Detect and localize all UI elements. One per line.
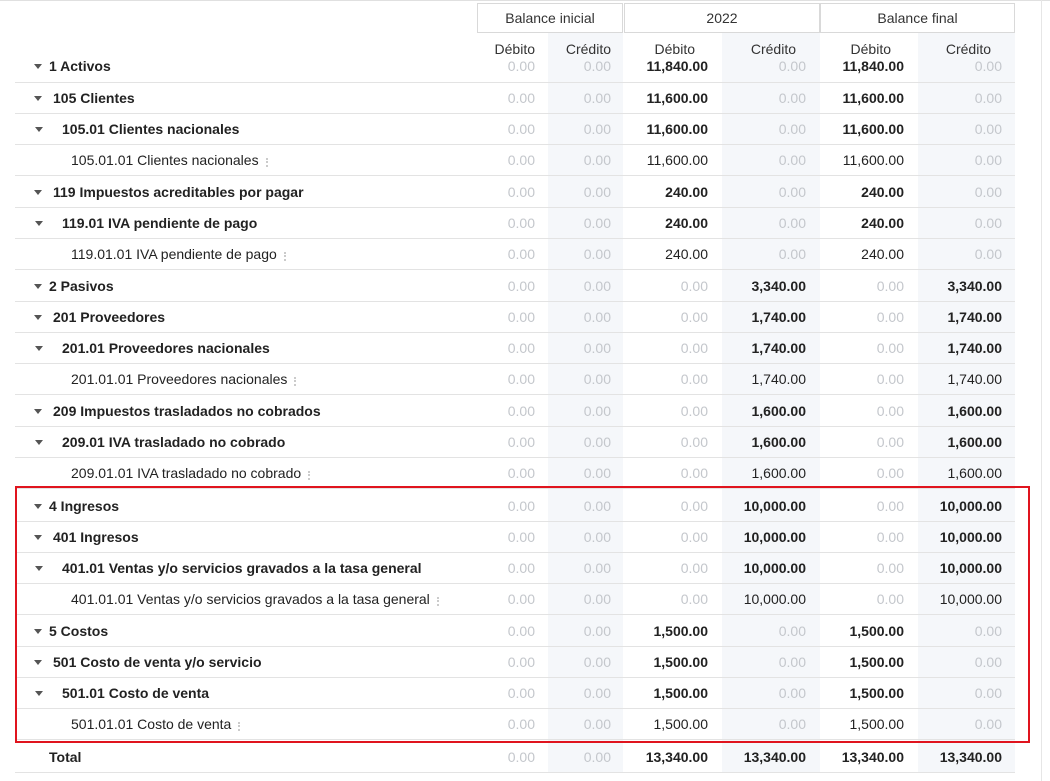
amount-cell: 240.00 xyxy=(861,184,904,200)
amount-cell: 0.00 xyxy=(974,152,1002,168)
caret-down-icon[interactable] xyxy=(35,691,43,696)
amount-cell: 0.00 xyxy=(583,246,611,262)
kebab-menu-icon[interactable] xyxy=(238,720,241,732)
amount-cell: 0.00 xyxy=(507,121,535,137)
total-value: 0.00 xyxy=(507,749,535,765)
amount-cell: 0.00 xyxy=(876,529,904,545)
caret-down-icon[interactable] xyxy=(34,504,42,509)
amount-cell: 0.00 xyxy=(778,58,806,74)
amount-cell: 0.00 xyxy=(583,623,611,639)
amount-cell: 10,000.00 xyxy=(939,498,1002,514)
amount-cell: 1,500.00 xyxy=(653,654,708,670)
amount-cell: 0.00 xyxy=(876,403,904,419)
kebab-menu-icon[interactable] xyxy=(437,595,440,607)
amount-cell: 1,500.00 xyxy=(653,685,708,701)
account-label: 501 Costo de venta y/o servicio xyxy=(53,654,262,670)
amount-cell: 0.00 xyxy=(583,403,611,419)
amount-cell: 11,600.00 xyxy=(842,121,904,137)
amount-cell: 1,500.00 xyxy=(653,716,708,732)
amount-cell: 0.00 xyxy=(583,371,611,387)
amount-cell: 0.00 xyxy=(507,498,535,514)
caret-down-icon[interactable] xyxy=(34,660,42,665)
amount-cell: 0.00 xyxy=(583,716,611,732)
amount-cell: 0.00 xyxy=(583,340,611,356)
account-label: 401.01.01 Ventas y/o servicios gravados a la tasa general xyxy=(71,591,430,607)
amount-cell: 240.00 xyxy=(665,184,708,200)
amount-cell: 0.00 xyxy=(583,278,611,294)
amount-cell: 0.00 xyxy=(778,184,806,200)
amount-cell: 1,600.00 xyxy=(751,403,806,419)
account-group-row[interactable] xyxy=(15,83,1015,114)
amount-cell: 11,600.00 xyxy=(646,90,708,106)
amount-cell: 0.00 xyxy=(507,685,535,701)
amount-cell: 10,000.00 xyxy=(939,591,1002,607)
account-label: 209.01 IVA trasladado no cobrado xyxy=(62,434,286,450)
amount-cell: 0.00 xyxy=(680,529,708,545)
account-row[interactable] xyxy=(15,709,1015,740)
amount-cell: 0.00 xyxy=(974,184,1002,200)
account-group-row[interactable] xyxy=(15,58,1015,83)
amount-cell: 0.00 xyxy=(778,716,806,732)
amount-cell: 11,600.00 xyxy=(646,121,708,137)
amount-cell: 1,740.00 xyxy=(751,309,806,325)
amount-cell: 0.00 xyxy=(583,434,611,450)
amount-cell: 3,340.00 xyxy=(947,278,1002,294)
caret-down-icon[interactable] xyxy=(34,96,42,101)
total-value: 13,340.00 xyxy=(841,749,904,765)
account-label: 105.01 Clientes nacionales xyxy=(62,121,240,137)
amount-cell: 10,000.00 xyxy=(743,560,806,576)
amount-cell: 0.00 xyxy=(507,309,535,325)
amount-cell: 0.00 xyxy=(778,685,806,701)
amount-cell: 0.00 xyxy=(507,529,535,545)
amount-cell: 1,740.00 xyxy=(751,340,806,356)
account-label: 209 Impuestos trasladados no cobrados xyxy=(53,403,321,419)
account-label: 105 Clientes xyxy=(53,90,135,106)
amount-cell: 0.00 xyxy=(974,246,1002,262)
account-label: 501.01 Costo de venta xyxy=(62,685,210,701)
amount-cell: 1,600.00 xyxy=(947,434,1002,450)
amount-cell: 240.00 xyxy=(861,246,904,262)
account-group-row[interactable] xyxy=(15,177,1015,208)
amount-cell: 0.00 xyxy=(778,654,806,670)
amount-cell: 0.00 xyxy=(876,465,904,481)
amount-cell: 0.00 xyxy=(583,58,611,74)
amount-cell: 0.00 xyxy=(680,434,708,450)
amount-cell: 0.00 xyxy=(507,371,535,387)
account-group-row[interactable] xyxy=(15,333,1015,364)
amount-cell: 0.00 xyxy=(680,278,708,294)
account-label: 201 Proveedores xyxy=(53,309,166,325)
amount-cell: 0.00 xyxy=(507,591,535,607)
amount-cell: 0.00 xyxy=(876,560,904,576)
amount-cell: 0.00 xyxy=(876,498,904,514)
amount-cell: 1,500.00 xyxy=(653,623,708,639)
caret-down-icon[interactable] xyxy=(35,566,43,571)
subheader-initial-debit: Débito xyxy=(494,41,535,57)
account-label: 201.01.01 Proveedores nacionales xyxy=(71,371,288,387)
caret-down-icon[interactable] xyxy=(35,127,43,132)
amount-cell: 0.00 xyxy=(876,434,904,450)
account-label: 4 Ingresos xyxy=(49,498,120,514)
account-group-row[interactable] xyxy=(15,114,1015,145)
kebab-menu-icon[interactable] xyxy=(294,375,297,387)
amount-cell: 0.00 xyxy=(876,371,904,387)
kebab-menu-icon[interactable] xyxy=(266,156,269,168)
account-group-row[interactable] xyxy=(15,678,1015,709)
amount-cell: 240.00 xyxy=(861,215,904,231)
account-label: 119 Impuestos acreditables por pagar xyxy=(53,184,304,200)
account-label: 105.01.01 Clientes nacionales xyxy=(71,152,259,168)
amount-cell: 0.00 xyxy=(680,371,708,387)
amount-cell: 0.00 xyxy=(680,498,708,514)
amount-cell: 0.00 xyxy=(507,184,535,200)
amount-cell: 0.00 xyxy=(507,434,535,450)
account-row[interactable] xyxy=(15,239,1015,270)
amount-cell: 0.00 xyxy=(507,90,535,106)
caret-down-icon[interactable] xyxy=(34,409,42,414)
amount-cell: 1,600.00 xyxy=(751,465,806,481)
right-divider xyxy=(1041,0,1042,781)
subheader-final-debit: Débito xyxy=(850,41,891,57)
amount-cell: 0.00 xyxy=(974,90,1002,106)
account-group-row[interactable] xyxy=(15,522,1015,553)
amount-cell: 1,600.00 xyxy=(947,403,1002,419)
subheader-period-credit: Crédito xyxy=(750,41,796,57)
account-group-row[interactable] xyxy=(15,491,1015,522)
amount-cell: 0.00 xyxy=(507,278,535,294)
amount-cell: 0.00 xyxy=(778,215,806,231)
caret-down-icon[interactable] xyxy=(34,315,42,320)
top-divider xyxy=(0,0,1050,1)
account-row[interactable] xyxy=(15,145,1015,176)
amount-cell: 0.00 xyxy=(876,591,904,607)
amount-cell: 1,600.00 xyxy=(947,465,1002,481)
account-group-row[interactable] xyxy=(15,396,1015,427)
amount-cell: 0.00 xyxy=(680,403,708,419)
amount-cell: 0.00 xyxy=(583,215,611,231)
amount-cell: 0.00 xyxy=(507,246,535,262)
amount-cell: 0.00 xyxy=(876,309,904,325)
account-label: 201.01 Proveedores nacionales xyxy=(62,340,270,356)
caret-down-icon[interactable] xyxy=(34,629,42,634)
amount-cell: 0.00 xyxy=(876,278,904,294)
caret-down-icon[interactable] xyxy=(34,284,42,289)
amount-cell: 0.00 xyxy=(778,121,806,137)
amount-cell: 0.00 xyxy=(974,654,1002,670)
amount-cell: 0.00 xyxy=(583,152,611,168)
amount-cell: 0.00 xyxy=(778,246,806,262)
amount-cell: 0.00 xyxy=(583,309,611,325)
amount-cell: 0.00 xyxy=(507,152,535,168)
caret-down-icon[interactable] xyxy=(34,64,42,69)
amount-cell: 0.00 xyxy=(507,340,535,356)
total-value: 13,340.00 xyxy=(743,749,806,765)
amount-cell: 0.00 xyxy=(583,498,611,514)
amount-cell: 1,500.00 xyxy=(849,716,904,732)
amount-cell: 0.00 xyxy=(583,560,611,576)
amount-cell: 0.00 xyxy=(583,591,611,607)
amount-cell: 0.00 xyxy=(583,685,611,701)
amount-cell: 11,600.00 xyxy=(842,152,904,168)
amount-cell: 1,500.00 xyxy=(849,654,904,670)
account-group-row[interactable] xyxy=(15,616,1015,647)
amount-cell: 11,840.00 xyxy=(842,58,904,74)
account-label: 119.01.01 IVA pendiente de pago xyxy=(71,246,277,262)
amount-cell: 11,600.00 xyxy=(842,90,904,106)
amount-cell: 0.00 xyxy=(507,560,535,576)
amount-cell: 10,000.00 xyxy=(743,529,806,545)
account-label: 2 Pasivos xyxy=(49,278,114,294)
amount-cell: 0.00 xyxy=(680,465,708,481)
account-label: 401.01 Ventas y/o servicios gravados a la tasa general xyxy=(62,560,422,576)
total-value: 13,340.00 xyxy=(939,749,1002,765)
amount-cell: 0.00 xyxy=(583,90,611,106)
amount-cell: 0.00 xyxy=(876,340,904,356)
total-value: 0.00 xyxy=(583,749,611,765)
account-label: 209.01.01 IVA trasladado no cobrado xyxy=(71,465,302,481)
amount-cell: 1,500.00 xyxy=(849,623,904,639)
amount-cell: 0.00 xyxy=(778,90,806,106)
amount-cell: 1,740.00 xyxy=(751,371,806,387)
caret-down-icon[interactable] xyxy=(35,346,43,351)
amount-cell: 0.00 xyxy=(778,623,806,639)
amount-cell: 0.00 xyxy=(507,654,535,670)
kebab-menu-icon[interactable] xyxy=(284,250,287,262)
amount-cell: 0.00 xyxy=(583,654,611,670)
total-value: 13,340.00 xyxy=(645,749,708,765)
kebab-menu-icon[interactable] xyxy=(308,469,311,481)
subheader-final-credit: Crédito xyxy=(945,41,991,57)
amount-cell: 10,000.00 xyxy=(743,591,806,607)
amount-cell: 240.00 xyxy=(665,215,708,231)
amount-cell: 0.00 xyxy=(680,309,708,325)
subheader-initial-credit: Crédito xyxy=(565,41,611,57)
account-row[interactable] xyxy=(15,364,1015,395)
amount-cell: 3,340.00 xyxy=(751,278,806,294)
account-group-row[interactable] xyxy=(15,553,1015,584)
amount-cell: 0.00 xyxy=(680,560,708,576)
subheader-period-debit: Débito xyxy=(654,41,695,57)
caret-down-icon[interactable] xyxy=(34,535,42,540)
amount-cell: 0.00 xyxy=(974,623,1002,639)
header-period-2022[interactable]: 2022 xyxy=(624,3,820,33)
account-group-row[interactable] xyxy=(15,302,1015,333)
amount-cell: 1,740.00 xyxy=(947,340,1002,356)
amount-cell: 0.00 xyxy=(974,58,1002,74)
amount-cell: 11,600.00 xyxy=(646,152,708,168)
amount-cell: 0.00 xyxy=(583,465,611,481)
amount-cell: 240.00 xyxy=(665,246,708,262)
amount-cell: 0.00 xyxy=(974,215,1002,231)
total-label: Total xyxy=(49,749,82,765)
amount-cell: 1,500.00 xyxy=(849,685,904,701)
amount-cell: 1,740.00 xyxy=(947,309,1002,325)
amount-cell: 0.00 xyxy=(974,685,1002,701)
amount-cell: 0.00 xyxy=(974,716,1002,732)
amount-cell: 0.00 xyxy=(680,591,708,607)
account-group-row[interactable] xyxy=(15,647,1015,678)
account-row[interactable] xyxy=(15,584,1015,615)
amount-cell: 0.00 xyxy=(507,58,535,74)
amount-cell: 11,840.00 xyxy=(646,58,708,74)
amount-cell: 0.00 xyxy=(680,340,708,356)
amount-cell: 0.00 xyxy=(583,184,611,200)
account-group-row[interactable] xyxy=(15,427,1015,458)
account-label: 5 Costos xyxy=(49,623,109,639)
amount-cell: 0.00 xyxy=(507,716,535,732)
caret-down-icon[interactable] xyxy=(35,221,43,226)
caret-down-icon[interactable] xyxy=(35,440,43,445)
amount-cell: 1,740.00 xyxy=(947,371,1002,387)
amount-cell: 0.00 xyxy=(507,403,535,419)
amount-cell: 0.00 xyxy=(507,215,535,231)
amount-cell: 0.00 xyxy=(583,529,611,545)
amount-cell: 0.00 xyxy=(507,465,535,481)
account-row[interactable] xyxy=(15,458,1015,489)
account-label: 501.01.01 Costo de venta xyxy=(71,716,232,732)
amount-cell: 10,000.00 xyxy=(743,498,806,514)
total-row xyxy=(15,742,1015,773)
account-group-row[interactable] xyxy=(15,271,1015,302)
header-balance-inicial[interactable]: Balance inicial xyxy=(477,3,623,33)
amount-cell: 10,000.00 xyxy=(939,560,1002,576)
amount-cell: 0.00 xyxy=(507,623,535,639)
account-label: 401 Ingresos xyxy=(53,529,139,545)
account-label: 1 Activos xyxy=(49,58,111,74)
account-label: 119.01 IVA pendiente de pago xyxy=(62,215,258,231)
amount-cell: 1,600.00 xyxy=(751,434,806,450)
amount-cell: 10,000.00 xyxy=(939,529,1002,545)
caret-down-icon[interactable] xyxy=(34,190,42,195)
amount-cell: 0.00 xyxy=(583,121,611,137)
amount-cell: 0.00 xyxy=(974,121,1002,137)
header-balance-final[interactable]: Balance final xyxy=(820,3,1015,33)
account-group-row[interactable] xyxy=(15,208,1015,239)
amount-cell: 0.00 xyxy=(778,152,806,168)
